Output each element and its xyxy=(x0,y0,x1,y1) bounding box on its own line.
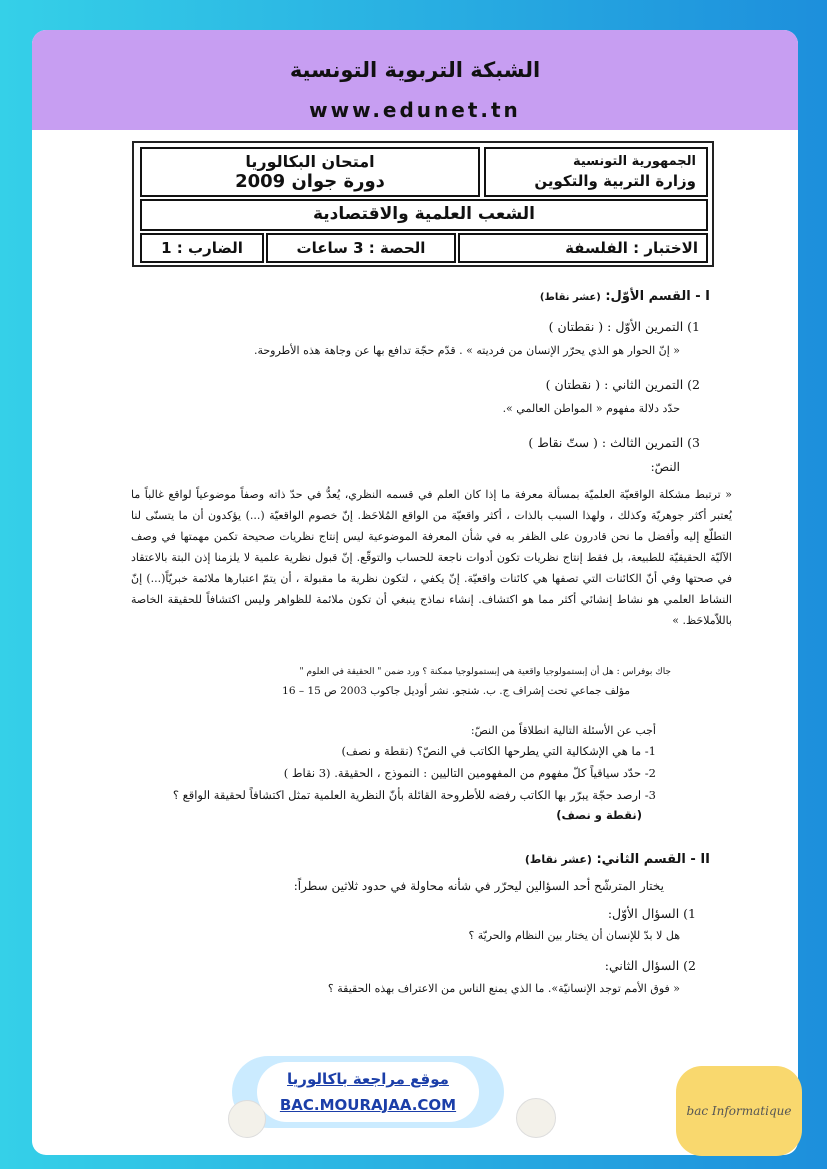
ex2-title: 2) التمرين الثاني : ( نقطتان ) xyxy=(545,377,700,392)
banner-url[interactable]: www.edunet.tn xyxy=(309,98,521,122)
right-badge-icon xyxy=(516,1098,556,1138)
part1-title: I - القسم الأوّل: (عشر نقاط) xyxy=(539,289,710,304)
duration-label: الحصة : 3 ساعات xyxy=(296,239,426,257)
question-3: 3- ارصد حجّة يبرّر بها الكاتب رفضه للأطروحة القائلة بأنّ النظرية العلمية تمثل اكتشافاً لحقيقة الواقع ؟ xyxy=(172,788,656,802)
subject-label: الاختبار : الفلسفة xyxy=(565,239,698,257)
part2-intro: يختار المترشّح أحد السؤالين ليحرّر في شأنه محاولة في حدود ثلاثين سطراً: xyxy=(293,879,664,893)
source-line-2: مؤلف جماعي تحت إشراف ج. ب. شنجو. نشر أوديل جاكوب 2003 ص 15 – 16 xyxy=(282,685,630,697)
questions-intro: أجب عن الأسئلة التالية انطلاقاً من النصّ: xyxy=(470,724,656,737)
question-s1-text: هل لا بدّ للإنسان أن يختار بين النظام والحريّة ؟ xyxy=(468,929,680,942)
mourajaa-site-url[interactable]: BAC.MOURAJAA.COM xyxy=(279,1096,457,1114)
question-s2-title: 2) السؤال الثاني: xyxy=(604,958,696,973)
mourajaa-link[interactable] xyxy=(257,1062,479,1122)
document-page xyxy=(32,30,798,1155)
source-line-1: جاك بوفراس : هل أن إبستمولوجيا واقعية هي إبستمولوجيا ممكنة ؟ ورد ضمن " الحقيقة في العلوم " xyxy=(299,667,671,677)
branches-label: الشعب العلمية والاقتصادية xyxy=(312,204,535,224)
ex3-title: 3) التمرين الثالث : ( ستّ نقاط ) xyxy=(528,435,700,450)
exam-title: امتحان البكالوريا xyxy=(245,152,375,171)
ex2-text: حدّد دلالة مفهوم « المواطن العالمي ». xyxy=(502,402,680,415)
question-1: 1- ما هي الإشكالية التي يطرحها الكاتب في النصّ؟ (نقطة و نصف) xyxy=(341,744,656,758)
ministry-label: وزارة التربية والتكوين xyxy=(534,172,696,190)
exam-session: دورة جوان 2009 xyxy=(235,171,385,192)
bac-informatique-logo: bac Informatique xyxy=(676,1066,802,1156)
question-2: 2- حدّد سياقياً كلّ مفهوم من المفهومين التاليين : النموذج ، الحقيقة. (3 نقاط ) xyxy=(283,766,656,780)
text-label: النصّ: xyxy=(650,460,680,474)
coefficient-label: الضارب : 1 xyxy=(161,239,243,257)
mourajaa-site-name[interactable]: موقع مراجعة باكالوريا xyxy=(287,1070,449,1088)
philosophy-passage: « ترتبط مشكلة الواقعيّة العلميّة بمسألة معرفة ما إذا كان العلم في قسمه النظري، يُعدُّ في حدّ ذاته وصفاً موضوعياً لواقع غالباً ما يُعتبر أكثر جوهريّة وكذلك ، ولهذا السبب بالذات ، أكثر واقعيّة من الواقع المُلاحَظ. إنّ خصوم الواقعيّة (...) يؤكدون أن ما يتسنّى لنا التطلّع إليه وأفضل ما نحن قادرون على الظفر به في شأن المعرفة الموضوعية ليس إنتاج نظريات صحيحة تكمن مهمتها في وصف الآليّة الحقيقيّة للطبيعة، بل فقط إنتاج نظريات تكون أدوات ناجعة للحساب والتوقّع. إنّ قبول نظرية علمية لا يلزمنا إذن البتة بالاعتقاد في صحتها وفي أنّ الكائنات التي تصفها هي كائنات واقعيّة. إنّ يكفي ، لتكون نظرية ما مقبولة ، أن يتمّ اعتبارها ملائمة خبريّاً(...) إنّ النشاط العلمي هو نشاط إنشائي أكثر مما هو اكتشاف. إنشاء نماذج ينبغي أن تكون ملائمة للظواهر وليس اكتشافاً للحقيقة الخاصة باللاّملاحَظ. » xyxy=(131,488,732,627)
question-s1-title: 1) السؤال الأوّل: xyxy=(607,906,696,921)
part2-title: II - القسم الثاني: (عشر نقاط) xyxy=(524,852,710,867)
question-3-points: (نقطة و نصف) xyxy=(556,808,642,822)
question-s2-text: « فوق الأمم توجد الإنسانيّة». ما الذي يمنع الناس من الاعتراف بهذه الحقيقة ؟ xyxy=(327,982,680,995)
republic-label: الجمهورية التونسية xyxy=(572,154,696,169)
ex1-title: 1) التمرين الأوّل : ( نقطتان ) xyxy=(548,319,700,334)
ex1-text: « إنّ الحوار هو الذي يحرّر الإنسان من فرديته » . قدّم حجّة تدافع بها عن وجاهة هذه الأطروحة. xyxy=(253,344,680,357)
exam-body xyxy=(32,30,798,1155)
banner-title: الشبكة التربوية التونسية xyxy=(289,58,541,82)
